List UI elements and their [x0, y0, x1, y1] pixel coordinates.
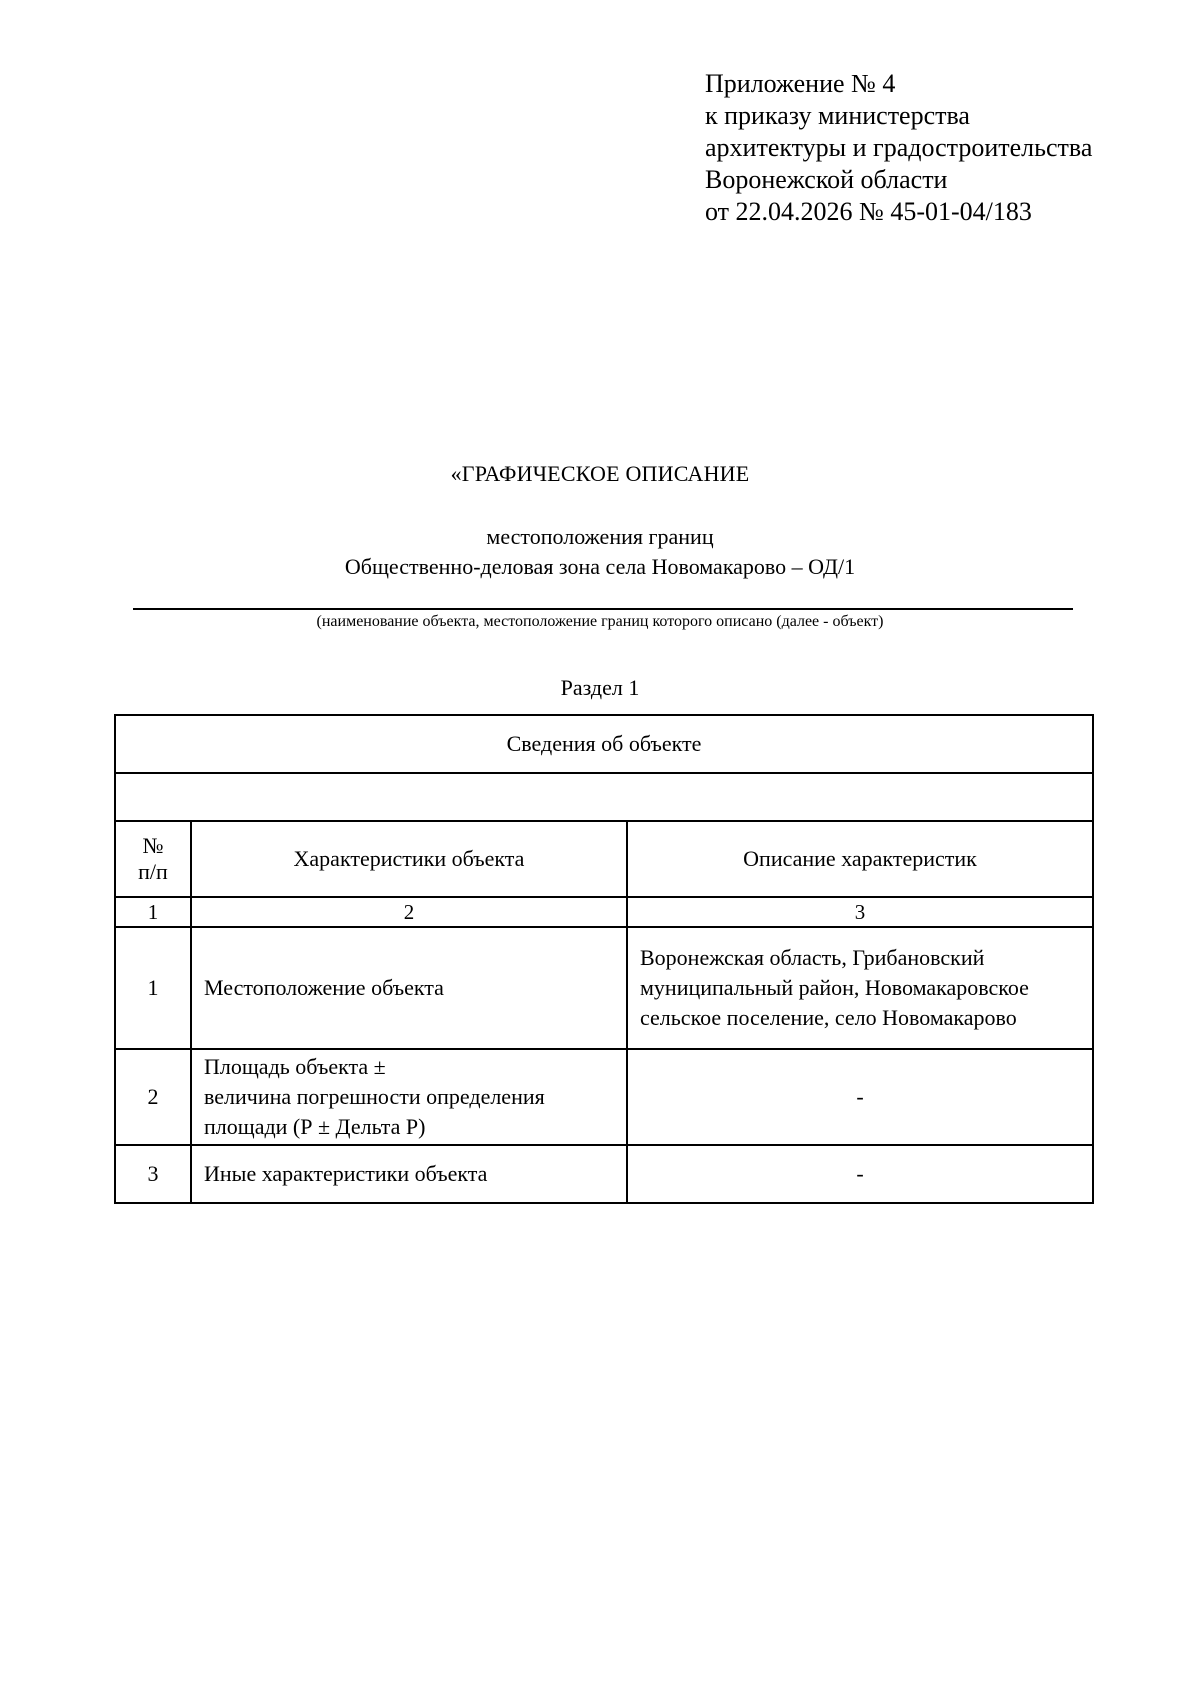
column-header-num-line: п/п [138, 859, 168, 884]
column-header-row [115, 821, 1093, 897]
appendix-block [705, 68, 1092, 228]
description-line: Воронежская область, Грибановский [640, 945, 985, 970]
characteristic-line: Площадь объекта ± [204, 1054, 386, 1079]
object-caption: (наименование объекта, местоположение границ которого описано (далее - объект) [316, 613, 884, 630]
row-number: 1 [115, 927, 191, 1049]
row-characteristic: Местоположение объекта [191, 927, 627, 1049]
column-number: 1 [115, 897, 191, 927]
row-description: - [627, 1049, 1093, 1145]
table-empty-row [115, 773, 1093, 821]
table-row [115, 1049, 1093, 1145]
column-header-num [115, 821, 191, 897]
subtitle-line: местоположения границ [486, 524, 714, 549]
empty-cell [115, 773, 1093, 821]
column-header-num-line: № [142, 833, 164, 858]
column-number: 2 [191, 897, 627, 927]
table-header: Сведения об объекте [115, 715, 1093, 773]
object-name: Общественно-деловая зона села Новомакарово – ОД/1 [344, 554, 856, 579]
section-label: Раздел 1 [560, 675, 640, 700]
document-title: «ГРАФИЧЕСКОЕ ОПИСАНИЕ [450, 461, 750, 486]
row-description: - [627, 1145, 1093, 1203]
appendix-line: к приказу министерства [705, 101, 970, 130]
appendix-line: Приложение № 4 [705, 69, 896, 98]
characteristic-line: величина погрешности определения [204, 1084, 545, 1109]
divider-line [133, 608, 1073, 610]
row-description [627, 927, 1093, 1049]
row-number: 2 [115, 1049, 191, 1145]
appendix-line: Воронежской области [705, 165, 948, 194]
row-number: 3 [115, 1145, 191, 1203]
column-number: 3 [627, 897, 1093, 927]
appendix-line: архитектуры и градостроительства [705, 133, 1093, 162]
column-number-row [115, 897, 1093, 927]
description-line: сельское поселение, село Новомакарово [640, 1005, 1017, 1030]
table-row [115, 927, 1093, 1049]
object-info-table [114, 714, 1094, 1204]
table-header-row [115, 715, 1093, 773]
appendix-line: от 22.04.2026 № 45-01-04/183 [705, 197, 1032, 226]
row-characteristic: Иные характеристики объекта [191, 1145, 627, 1203]
column-header-description: Описание характеристик [627, 821, 1093, 897]
row-characteristic [191, 1049, 627, 1145]
description-line: муниципальный район, Новомакаровское [640, 975, 1029, 1000]
column-header-characteristics: Характеристики объекта [191, 821, 627, 897]
characteristic-line: площади (Р ± Дельта Р) [204, 1114, 426, 1139]
table-row [115, 1145, 1093, 1203]
